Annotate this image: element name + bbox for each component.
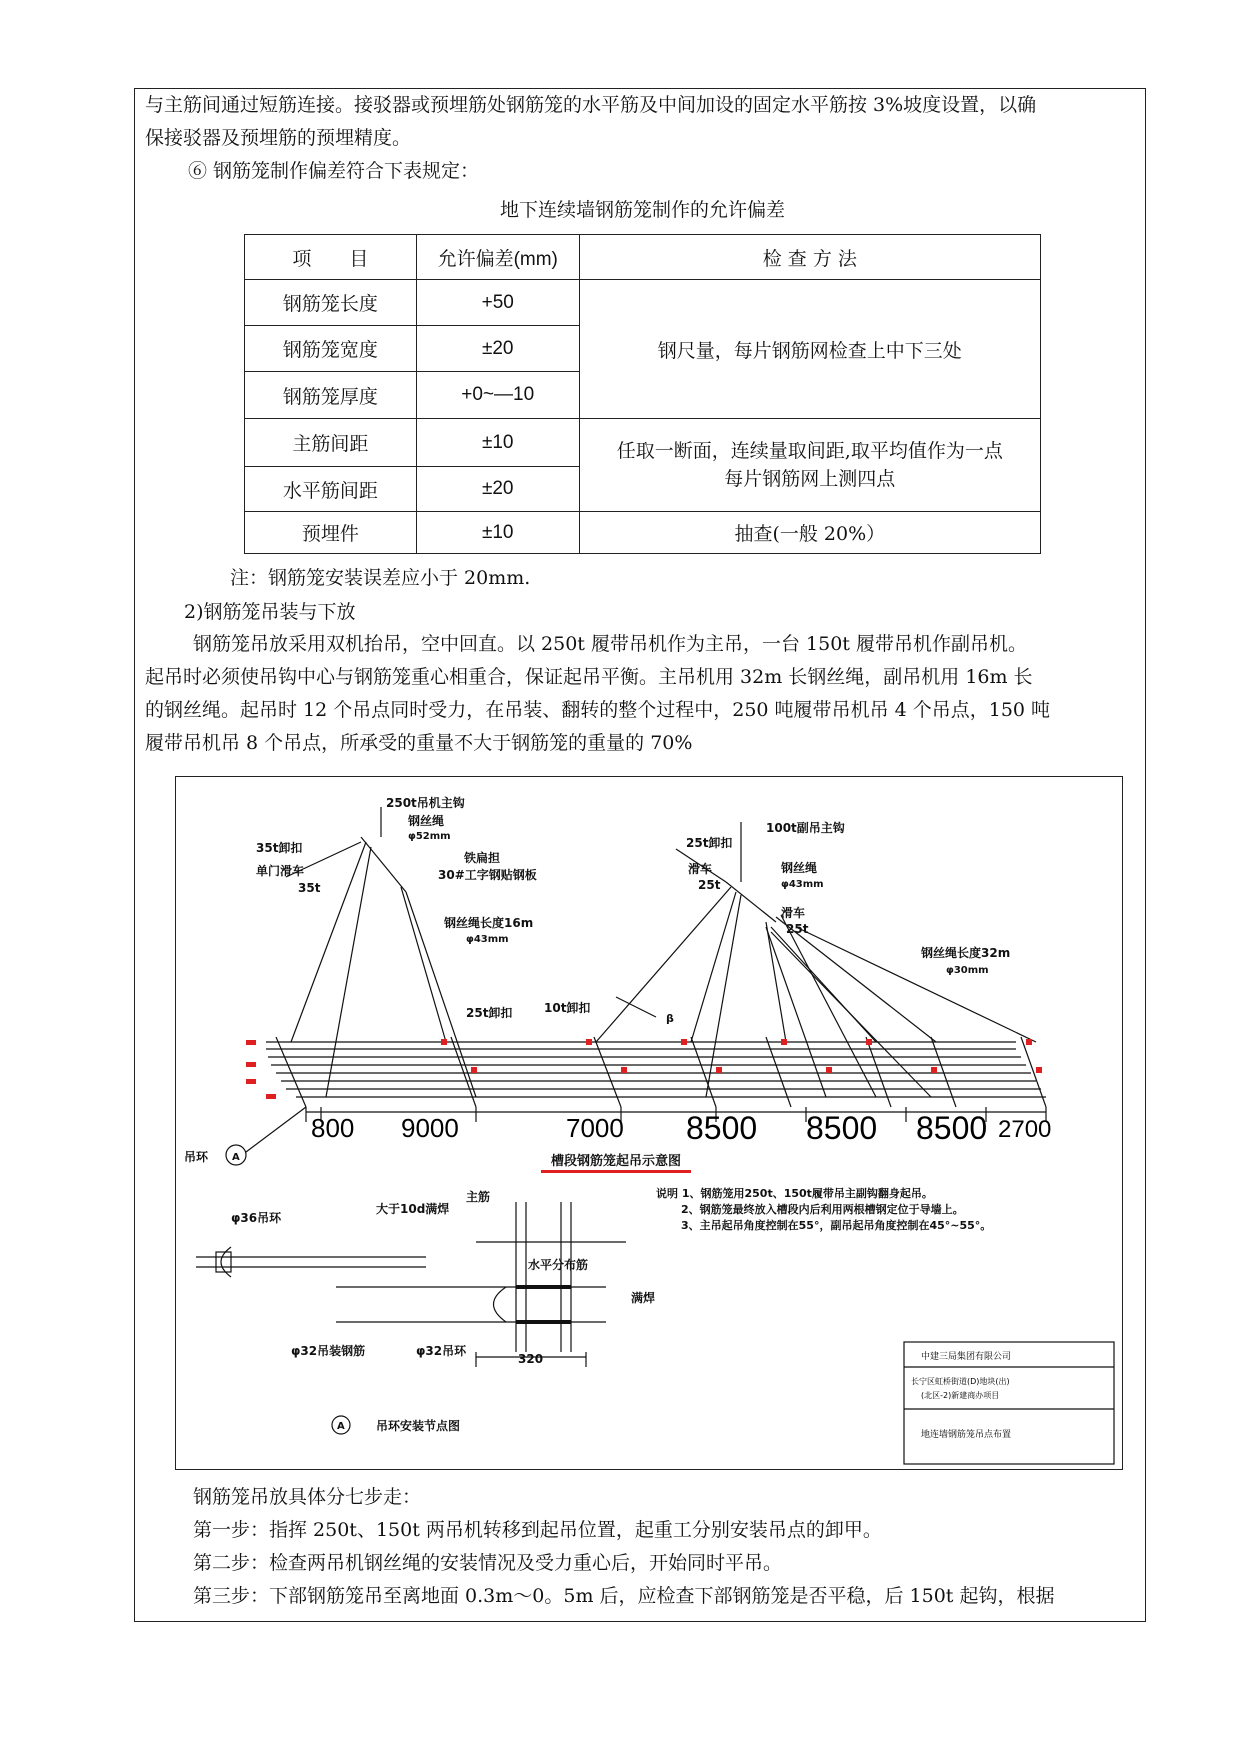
dim-800: 800	[311, 1113, 355, 1143]
tolerance-table	[244, 234, 1041, 554]
para2-line3: 的钢丝绳。起吊时 12 个吊点同时受力，在吊装、翻转的整个过程中，250 吨履带吊机吊 4 个吊点，150 吨	[145, 699, 1051, 721]
label-ring: 吊环	[184, 1150, 209, 1164]
label-d43b: φ43mm	[781, 879, 824, 890]
label-main-bar: 主筋	[466, 1190, 491, 1204]
title-block-project-1: 长宁区虹桥街道(D)地块(出)	[911, 1377, 1010, 1386]
step1: 第一步：指挥 250t、150t 两吊机转移到起吊位置，起重工分别安装吊点的卸甲。	[193, 1519, 882, 1541]
method-2b: 每片钢筋网上测四点	[724, 468, 896, 490]
label-ring-mark: A	[232, 1152, 240, 1163]
note-3: 3、主吊起吊角度控制在55°，副吊起吊角度控制在45°~55°。	[681, 1219, 992, 1232]
row-method-3: 抽查(一般 20%）	[579, 512, 1040, 554]
row-tol: ±20	[416, 467, 579, 512]
dim-7000: 7000	[566, 1113, 624, 1143]
step2: 第二步：检查两吊机钢丝绳的安装情况及受力重心后，开始同时平吊。	[193, 1552, 783, 1574]
row-tol: +0~—10	[416, 372, 579, 419]
title-block-drawing: 地连墙钢筋笼吊点布置	[921, 1430, 1012, 1440]
row-tol: ±10	[416, 419, 579, 467]
row-item: 钢筋笼长度	[245, 280, 417, 326]
label-aux-hook: 100t副吊主钩	[766, 821, 845, 835]
para2-line1: 钢筋笼吊放采用双机抬吊，空中回直。以 250t 履带吊机作为主吊，一台 150t 履带吊机作副吊机。	[193, 633, 1027, 655]
steps-intro: 钢筋笼吊放具体分七步走：	[193, 1486, 422, 1508]
row-item: 预埋件	[245, 512, 417, 554]
para1-line1: 与主筋间通过短筋连接。接驳器或预埋筋处钢筋笼的水平筋及中间加设的固定水平筋按 3%坡度设置，以确	[145, 94, 1037, 116]
label-25tb: 25t	[786, 922, 809, 936]
table-row	[245, 280, 1041, 326]
para1-line2: 保接驳器及预埋筋的预埋精度。	[145, 127, 412, 149]
title-block-company: 中建三局集团有限公司	[921, 1352, 1012, 1362]
label-shackle10: 10t卸扣	[544, 1001, 591, 1015]
label-weld10d: 大于10d满焊	[376, 1202, 450, 1216]
label-ring32: φ32吊环	[416, 1344, 467, 1358]
note: 注：钢筋笼安装误差应小于 20mm.	[230, 567, 531, 589]
header-method: 检 查 方 法	[579, 235, 1040, 280]
row-item: 钢筋笼宽度	[245, 326, 417, 372]
row-tol: +50	[416, 280, 579, 326]
label-full-weld: 满焊	[631, 1291, 656, 1305]
label-main-hook: 250t吊机主钩	[386, 796, 465, 810]
table-row	[245, 512, 1041, 554]
label-35t: 35t	[298, 881, 321, 895]
label-d43: φ43mm	[466, 934, 509, 945]
label-shackle35: 35t卸扣	[256, 841, 303, 855]
diagram-title: 槽段钢筋笼起吊示意图	[551, 1154, 682, 1169]
header-tol: 允许偏差(mm)	[416, 235, 579, 280]
item6: ⑥ 钢筋笼制作偏差符合下表规定：	[188, 160, 480, 182]
table-title: 地下连续墙钢筋笼制作的允许偏差	[499, 199, 785, 221]
table-row	[245, 419, 1041, 467]
header-item: 项 目	[245, 235, 417, 280]
note-2: 2、钢筋笼最终放入槽段内后利用两根槽钢定位于导墙上。	[681, 1203, 964, 1216]
label-shackle25: 25t卸扣	[466, 1006, 513, 1020]
label-d52: φ52mm	[408, 831, 451, 842]
label-pulley-single: 单门滑车	[256, 864, 305, 878]
label-d30: φ30mm	[946, 965, 989, 976]
label-wire-rope2: 钢丝绳	[781, 861, 818, 875]
dim-8500a: 8500	[686, 1110, 758, 1146]
lifting-figure	[175, 776, 1123, 1470]
dim-9000: 9000	[401, 1113, 459, 1143]
label-d320: 320	[518, 1352, 544, 1366]
label-bar32: φ32吊装钢筋	[291, 1344, 366, 1358]
label-hbar: 水平分布筋	[528, 1258, 589, 1272]
step3: 第三步：下部钢筋笼吊至离地面 0.3m～0。5m 后，应检查下部钢筋笼是否平稳，后 150t 起钩，根据	[193, 1585, 1055, 1607]
row-item: 水平筋间距	[245, 467, 417, 512]
dim-8500b: 8500	[806, 1110, 878, 1146]
label-beam-spec: 30#工字钢贴钢板	[438, 868, 537, 882]
row-tol: ±10	[416, 512, 579, 554]
title-block-project-2: (北区-2)新建商办项目	[921, 1391, 1000, 1400]
note-1: 说明 1、钢筋笼用250t、150t履带吊主副钩翻身起吊。	[656, 1187, 933, 1200]
row-item: 主筋间距	[245, 419, 417, 467]
para2-line2: 起吊时必须使吊钩中心与钢筋笼重心相重合，保证起吊平衡。主吊机用 32m 长钢丝绳，副吊机用 16m 长	[145, 666, 1033, 688]
label-pulley2: 滑车	[781, 906, 806, 920]
label-detail-mark: A	[337, 1421, 345, 1432]
label-25t: 25t	[698, 878, 721, 892]
label-wire-rope: 钢丝绳	[408, 814, 445, 828]
label-rope16: 钢丝绳长度16m	[444, 916, 534, 930]
label-ring36: φ36吊环	[231, 1211, 282, 1225]
row-item: 钢筋笼厚度	[245, 372, 417, 419]
table-header-row	[245, 235, 1041, 280]
section2-heading: 2)钢筋笼吊装与下放	[184, 601, 356, 623]
label-beta: β	[666, 1012, 674, 1025]
label-iron-beam: 铁扁担	[464, 851, 501, 865]
label-shackle25b: 25t卸扣	[686, 836, 733, 850]
para2-line4: 履带吊机吊 8 个吊点，所承受的重量不大于钢筋笼的重量的 70%	[145, 732, 693, 754]
dim-2700: 2700	[998, 1116, 1052, 1143]
row-method-2	[579, 419, 1040, 512]
label-pulley: 滑车	[688, 862, 713, 876]
detail-title: 吊环安装节点图	[376, 1419, 461, 1433]
row-tol: ±20	[416, 326, 579, 372]
row-method: 钢尺量，每片钢筋网检查上中下三处	[579, 280, 1040, 419]
label-rope32: 钢丝绳长度32m	[921, 946, 1011, 960]
method-2a: 任取一断面，连续量取间距,取平均值作为一点	[616, 440, 1003, 462]
dim-8500c: 8500	[916, 1110, 988, 1146]
